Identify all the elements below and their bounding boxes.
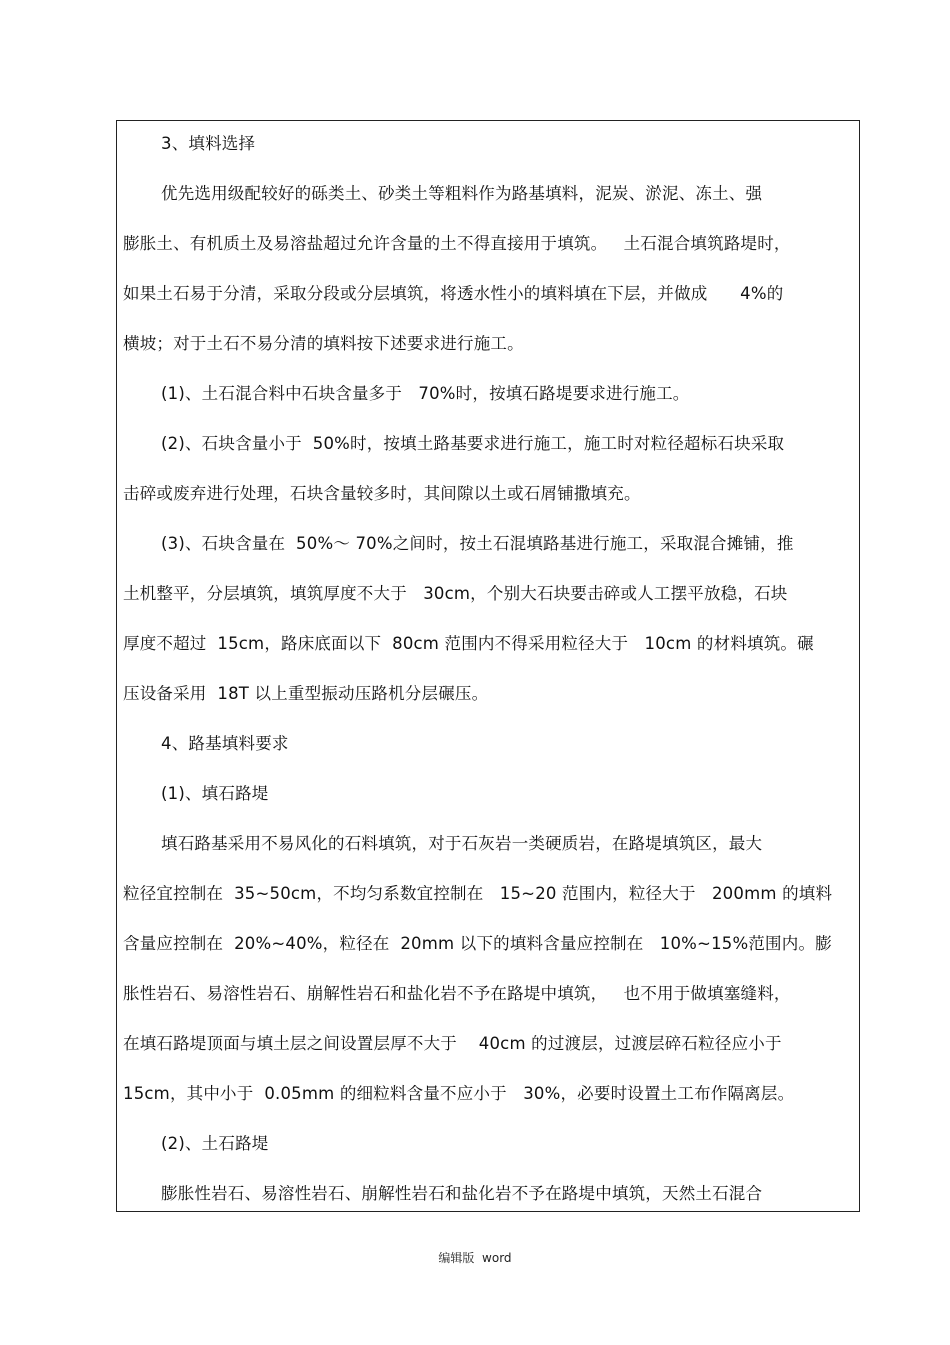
- paragraph-line: 压设备采用 18T 以上重型振动压路机分层碾压。: [123, 684, 489, 703]
- paragraph-line: 击碎或废弃进行处理，石块含量较多时，其间隙以土或石屑铺撒填充。: [123, 484, 641, 503]
- paragraph-line: 膨胀土、有机质土及易溶盐超过允许含量的土不得直接用于填筑。 土石混合填筑路堤时，: [123, 234, 791, 253]
- section-heading-4: 4、路基填料要求: [161, 734, 289, 753]
- paragraph-line: 如果土石易于分清，采取分段或分层填筑，将透水性小的填料填在下层，并做成 4%的: [123, 284, 784, 303]
- paragraph-line: 膨胀性岩石、易溶性岩石、崩解性岩石和盐化岩不予在路堤中填筑，天然土石混合: [161, 1184, 763, 1203]
- paragraph-line: 15cm，其中小于 0.05mm 的细粒料含量不应小于 30%，必要时设置土工布作隔离层。: [123, 1084, 795, 1103]
- section-heading-3: 3、填料选择: [161, 134, 256, 153]
- paragraph-line: 填石路基采用不易风化的石料填筑，对于石灰岩一类硬质岩，在路堤填筑区，最大: [161, 834, 763, 853]
- page-footer: 编辑版 word: [438, 1251, 512, 1265]
- subheading-earth-rock: (2)、土石路堤: [161, 1134, 269, 1153]
- list-item-1: (1)、土石混合料中石块含量多于 70%时，按填石路堤要求进行施工。: [161, 384, 690, 403]
- subheading-rockfill: (1)、填石路堤: [161, 784, 269, 803]
- list-item-2: (2)、石块含量小于 50%时，按填土路基要求进行施工，施工时对粒径超标石块采取: [161, 434, 785, 453]
- paragraph-line: 厚度不超过 15cm，路床底面以下 80cm 范围内不得采用粒径大于 10cm 的材料填筑。碾: [123, 634, 814, 653]
- paragraph-line: 优先选用级配较好的砾类土、砂类土等粗料作为路基填料，泥炭、淤泥、冻土、强: [161, 184, 763, 203]
- paragraph-line: 粒径宜控制在 35~50cm，不均匀系数宜控制在 15~20 范围内，粒径大于 200mm 的填料: [123, 884, 833, 903]
- paragraph-line: 含量应控制在 20%~40%，粒径在 20mm 以下的填料含量应控制在 10%~15%范围内。膨: [123, 934, 832, 953]
- paragraph-line: 在填石路堤顶面与填土层之间设置层厚不大于 40cm 的过渡层，过渡层碎石粒径应小于: [123, 1034, 782, 1053]
- paragraph-line: 横坡；对于土石不易分清的填料按下述要求进行施工。: [123, 334, 524, 353]
- paragraph-line: 土机整平，分层填筑，填筑厚度不大于 30cm，个别大石块要击碎或人工摆平放稳，石块: [123, 584, 788, 603]
- paragraph-line: 胀性岩石、易溶性岩石、崩解性岩石和盐化岩不予在路堤中填筑， 也不用于做填塞缝料，: [123, 984, 791, 1003]
- list-item-3: (3)、石块含量在 50%～ 70%之间时，按土石混填路基进行施工，采取混合摊铺，推: [161, 534, 794, 553]
